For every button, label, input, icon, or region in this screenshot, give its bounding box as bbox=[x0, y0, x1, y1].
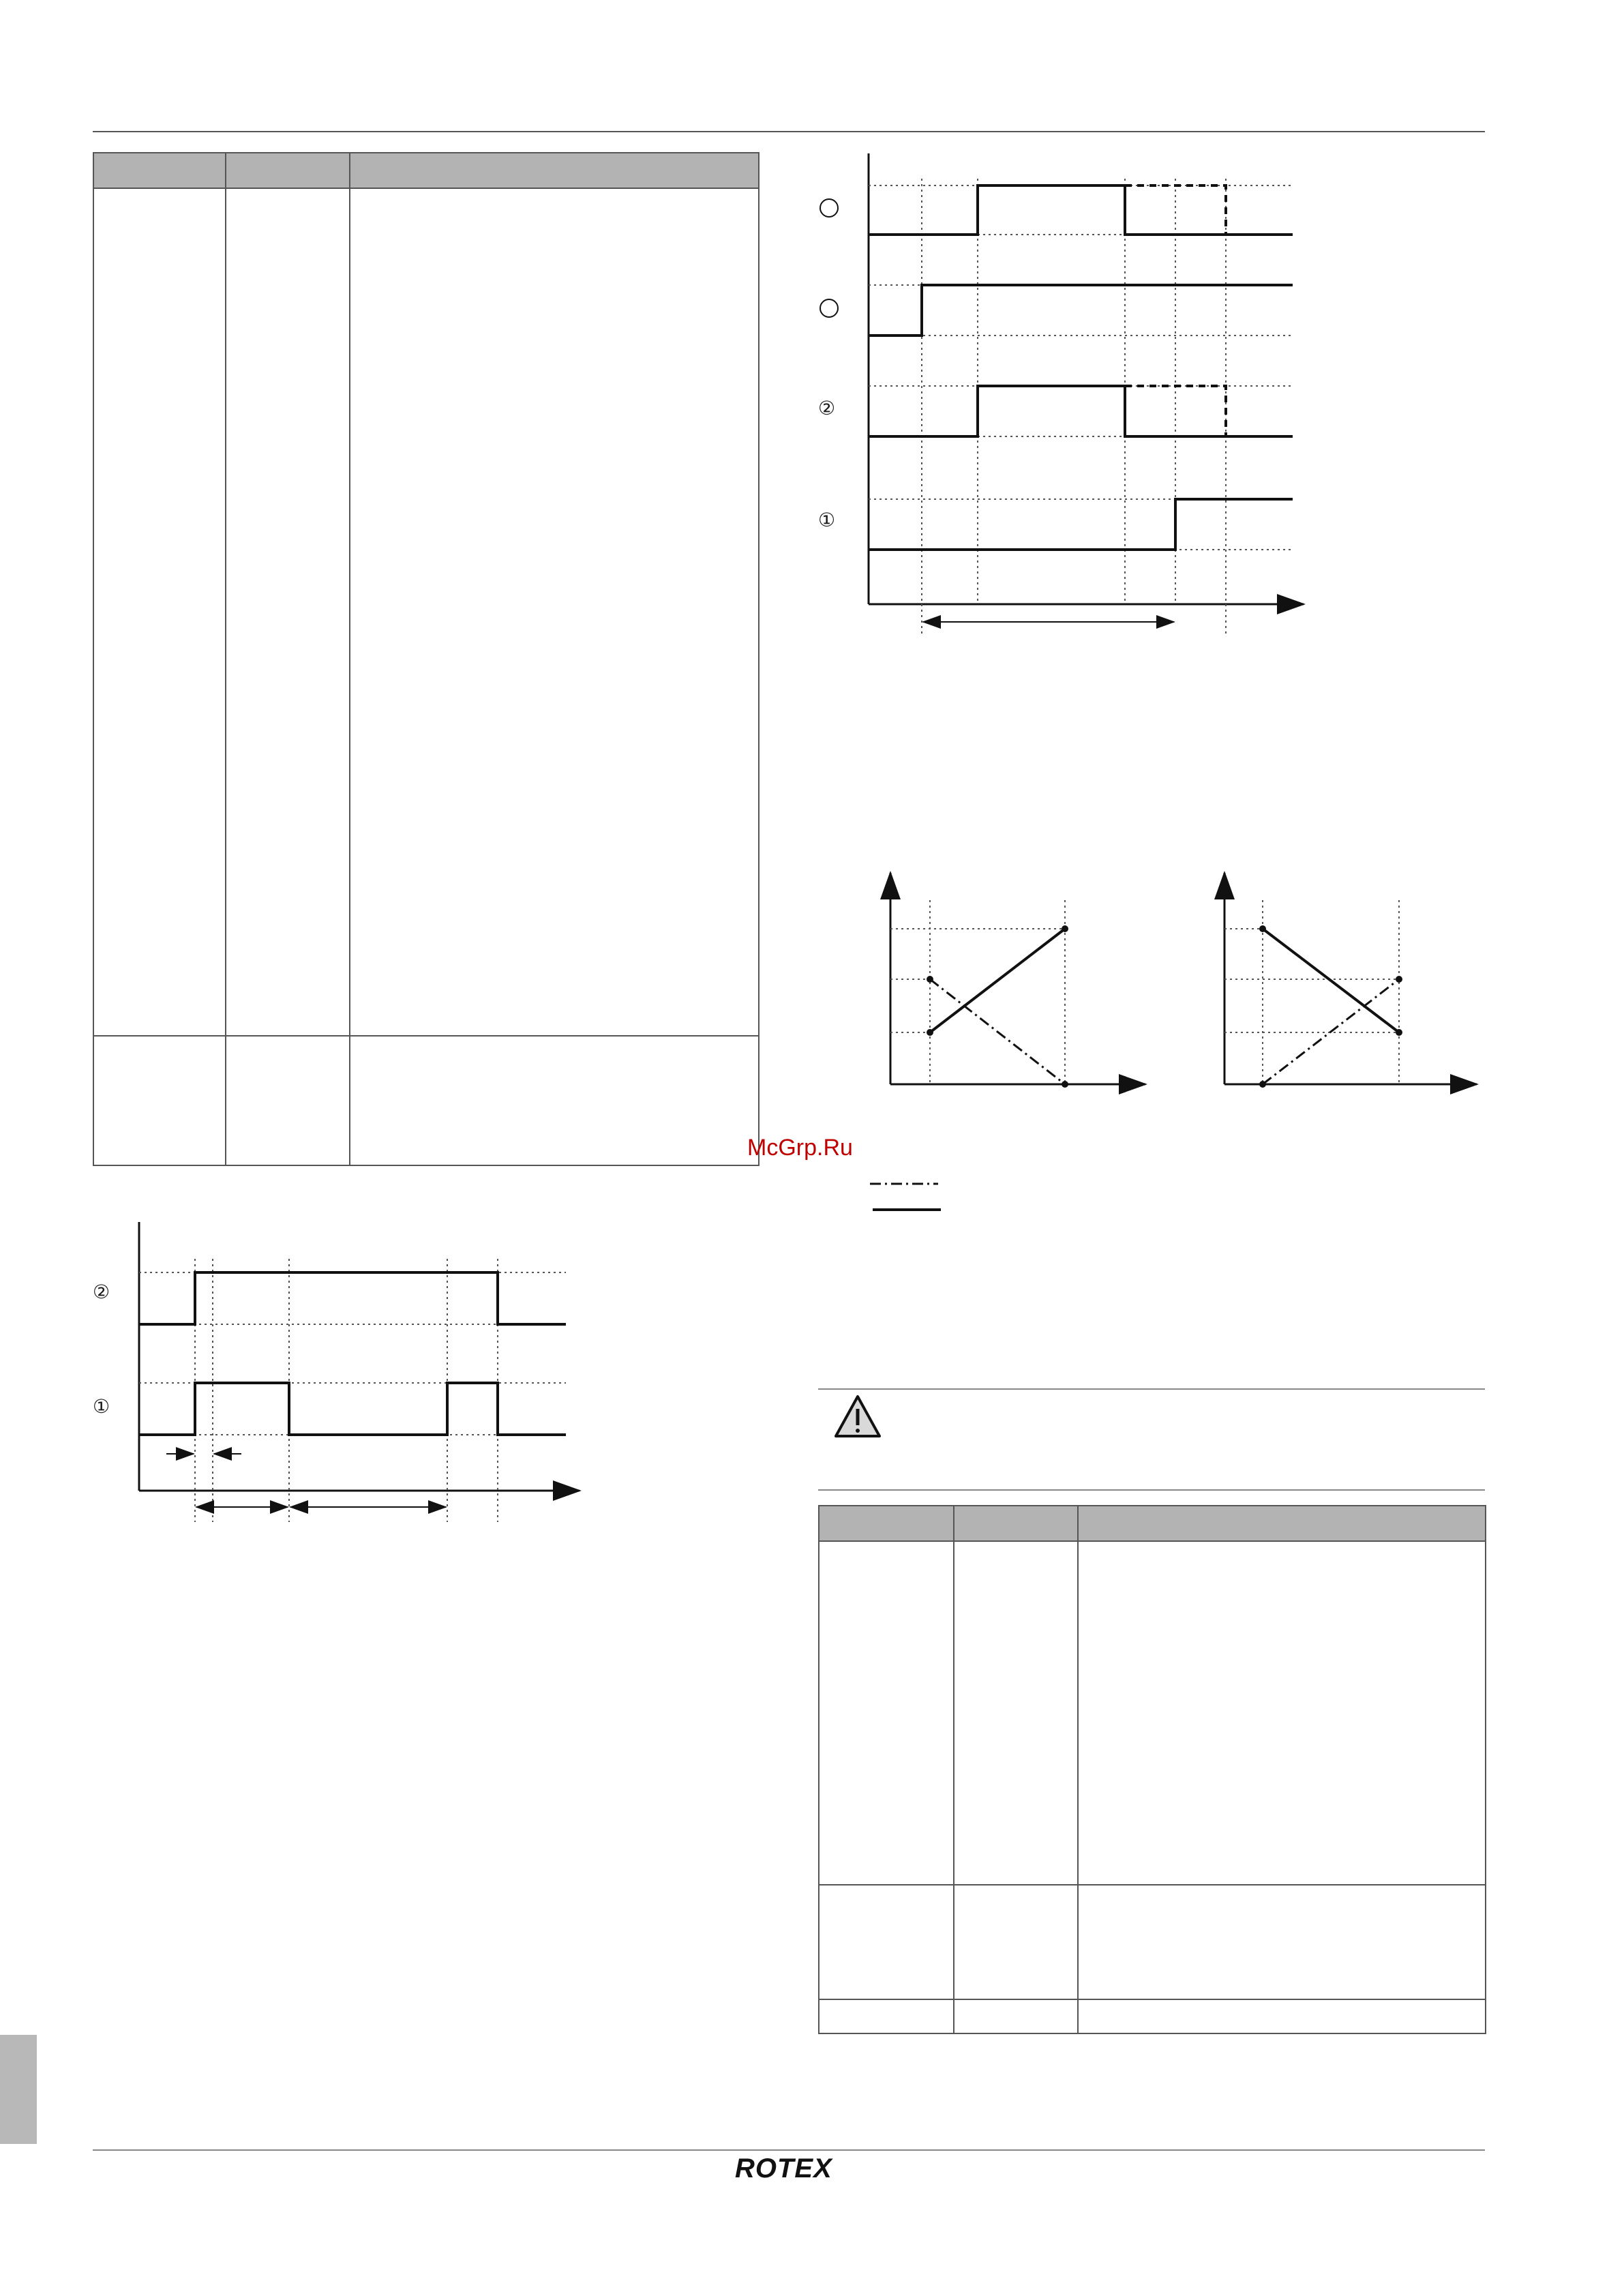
left-parameter-table bbox=[93, 152, 760, 1166]
table-cell bbox=[93, 188, 226, 1036]
table-cell bbox=[226, 1036, 350, 1165]
table-row bbox=[93, 1036, 759, 1165]
table-row bbox=[93, 188, 759, 1036]
table-cell bbox=[226, 188, 350, 1036]
warning-bottom-rule bbox=[818, 1489, 1485, 1491]
signal-row-3 bbox=[869, 386, 1293, 436]
signal-row-2 bbox=[869, 285, 1293, 336]
solid-line bbox=[930, 929, 1065, 1032]
row-marker-circle bbox=[820, 199, 838, 217]
table-cell bbox=[1078, 1885, 1486, 1999]
right-parameter-table bbox=[818, 1505, 1486, 2034]
row-marker: ① bbox=[93, 1395, 110, 1418]
side-chapter-tab bbox=[0, 2035, 37, 2144]
row-marker: ② bbox=[93, 1281, 110, 1303]
signal-row-1-dashed bbox=[1125, 185, 1226, 235]
table-cell bbox=[819, 1885, 954, 1999]
row-marker-circle bbox=[820, 299, 838, 317]
table-row bbox=[819, 1999, 1486, 2033]
table-row bbox=[819, 1541, 1486, 1885]
warning-top-rule bbox=[818, 1388, 1485, 1390]
table-header-row bbox=[819, 1506, 1486, 1541]
table-header-row bbox=[93, 153, 759, 188]
signal-row-2 bbox=[139, 1272, 566, 1324]
signal-row-1 bbox=[869, 185, 1293, 235]
signal-row-4 bbox=[869, 499, 1293, 550]
table-cell bbox=[954, 1999, 1078, 2033]
table-cell bbox=[819, 1541, 954, 1885]
table-cell bbox=[93, 1036, 226, 1165]
table-row bbox=[819, 1885, 1486, 1999]
watermark: McGrp.Ru bbox=[747, 1135, 853, 1161]
row-marker: ① bbox=[818, 509, 836, 531]
footer-rule bbox=[93, 2149, 1485, 2151]
signal-row-3-dashed bbox=[1125, 386, 1226, 436]
solid-line bbox=[1263, 929, 1399, 1032]
table-cell bbox=[954, 1541, 1078, 1885]
column-header bbox=[954, 1506, 1078, 1541]
column-header bbox=[350, 153, 759, 188]
column-header bbox=[1078, 1506, 1486, 1541]
table-cell bbox=[954, 1885, 1078, 1999]
column-header bbox=[93, 153, 226, 188]
row-marker: ② bbox=[818, 397, 836, 419]
column-header bbox=[819, 1506, 954, 1541]
table-cell bbox=[1078, 1999, 1486, 2033]
header-rule bbox=[93, 131, 1485, 132]
dash-dot-line bbox=[930, 979, 1065, 1084]
table-cell bbox=[819, 1999, 954, 2033]
table-cell bbox=[1078, 1541, 1486, 1885]
column-header bbox=[226, 153, 350, 188]
table-cell bbox=[350, 1036, 759, 1165]
dash-dot-line bbox=[1263, 979, 1399, 1084]
signal-row-1 bbox=[139, 1383, 566, 1435]
brand-logo: ROTEX bbox=[735, 2153, 832, 2183]
table-cell bbox=[350, 188, 759, 1036]
